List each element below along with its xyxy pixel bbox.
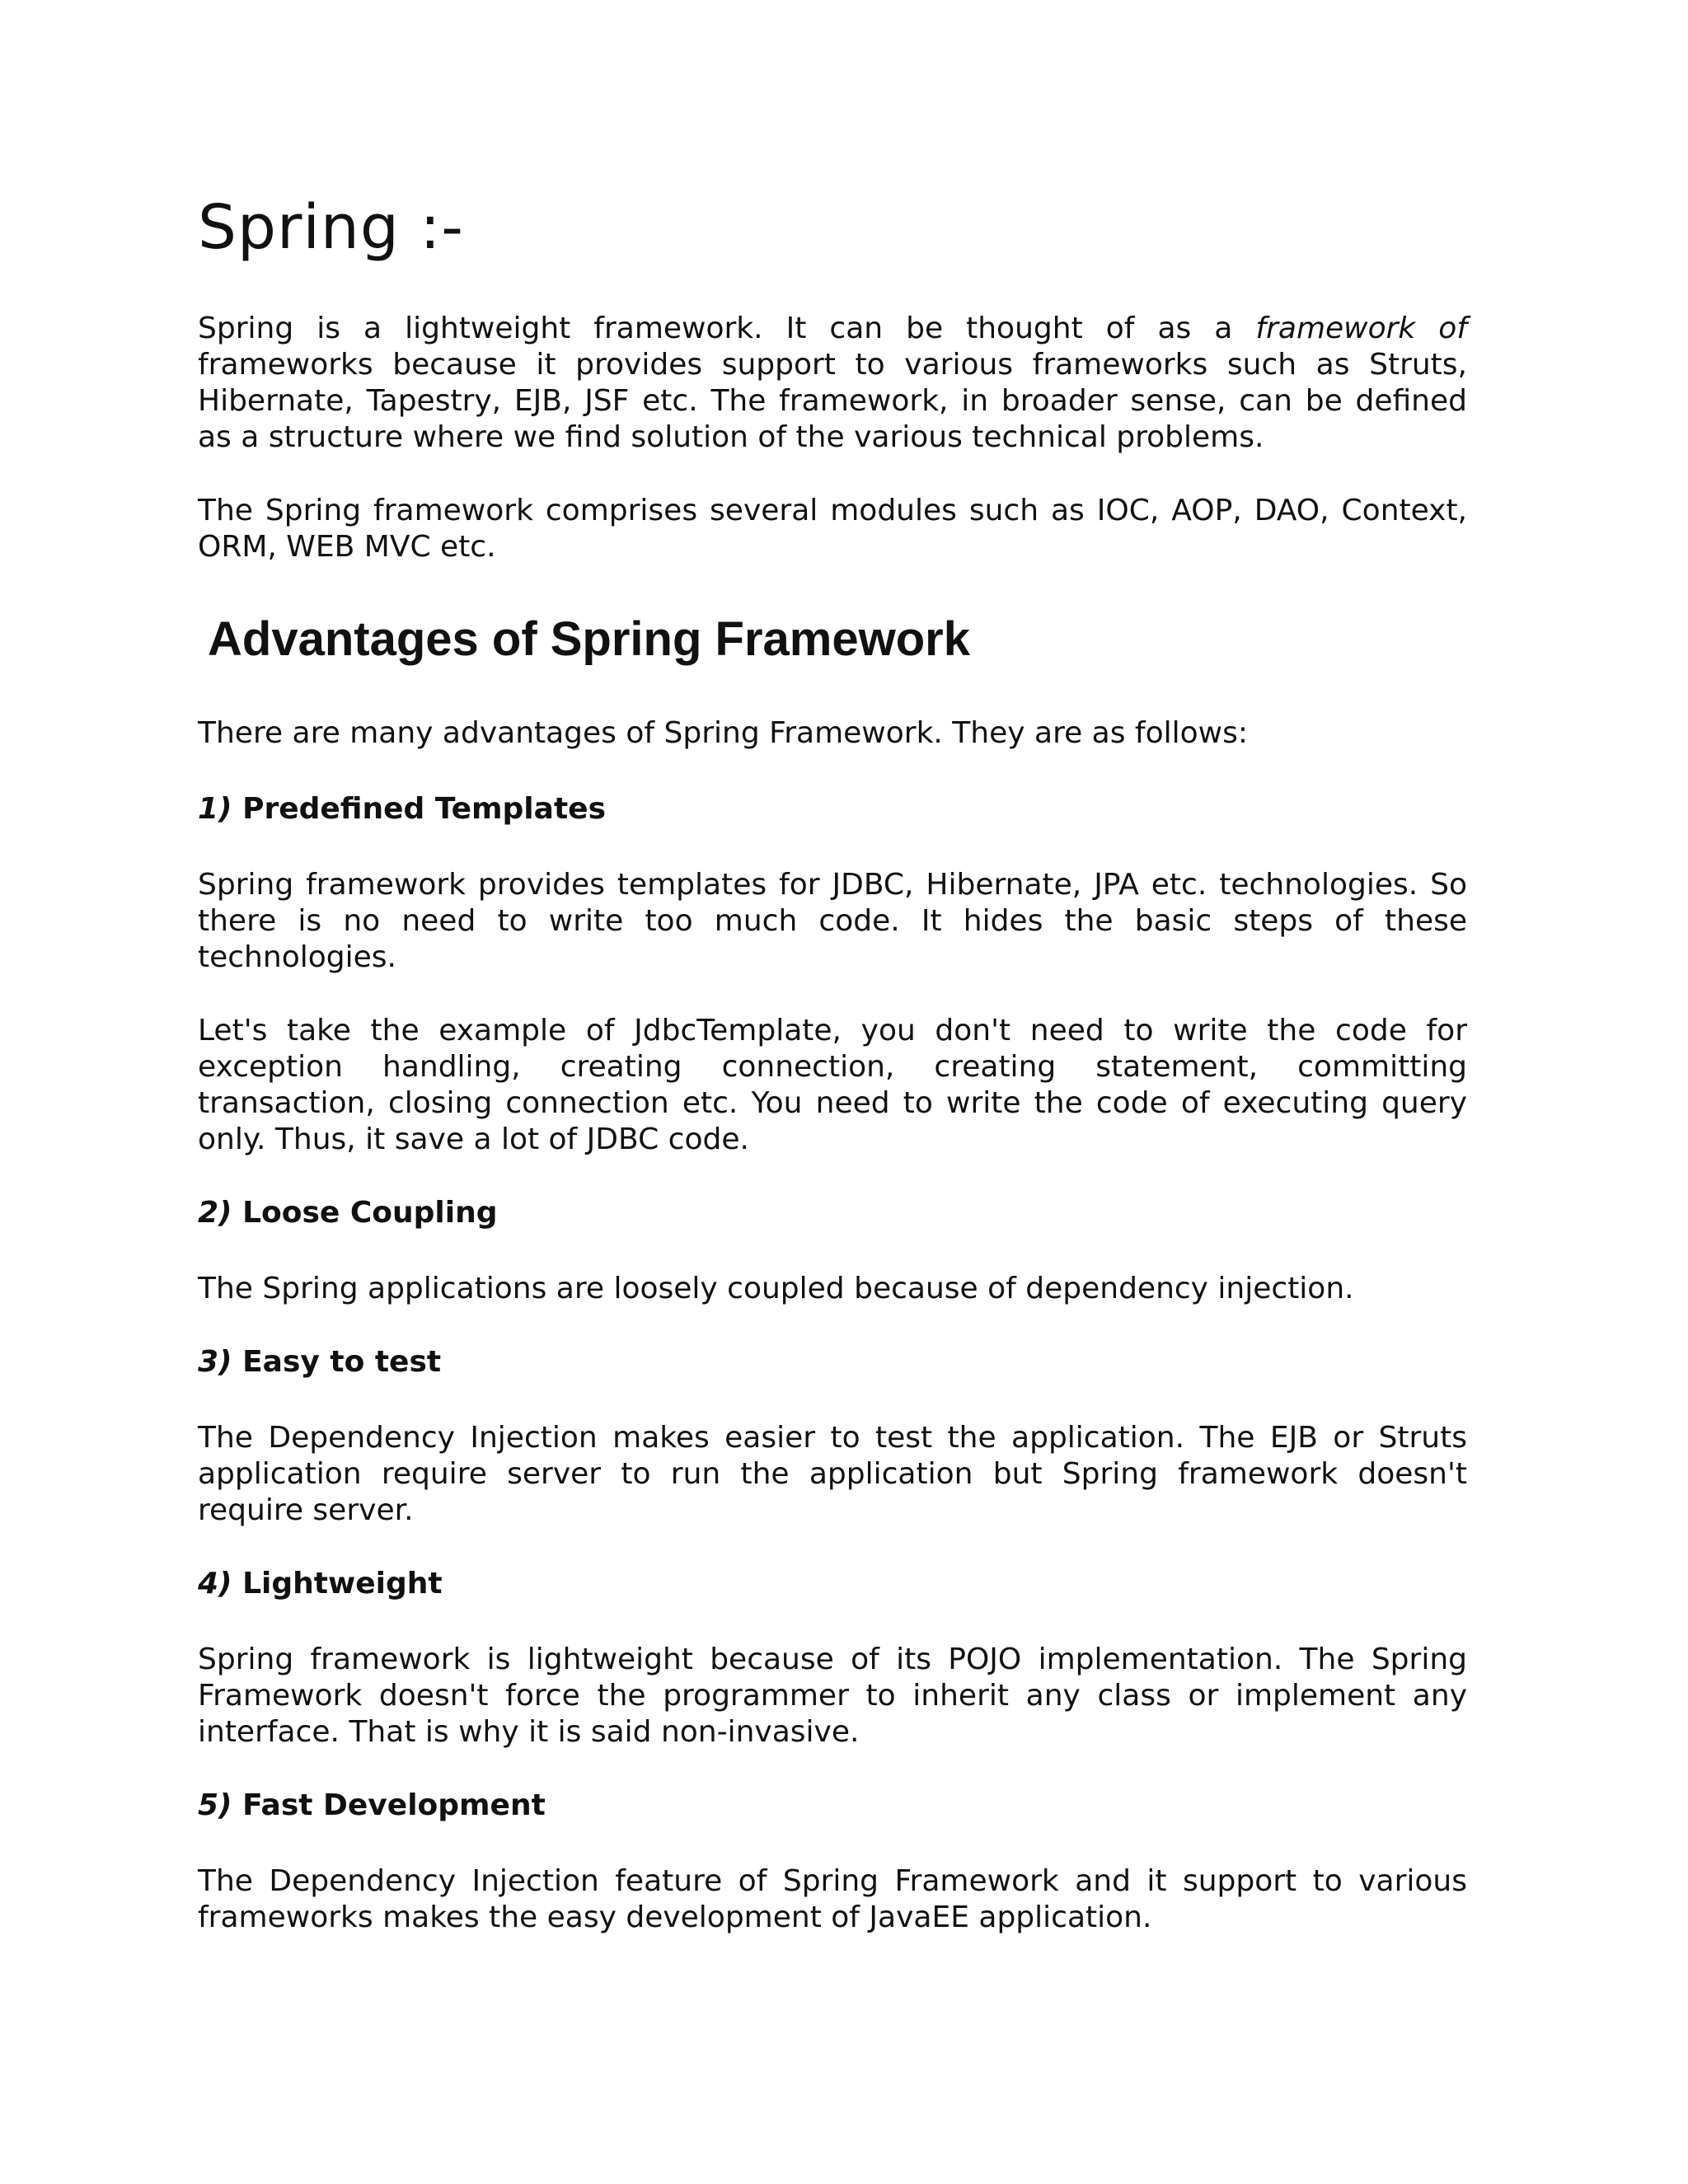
document-content bbox=[198, 194, 1467, 1973]
advantage-title-1 bbox=[198, 791, 1467, 827]
advantage-number: 3) bbox=[198, 1345, 232, 1380]
advantage-title-text: Loose Coupling bbox=[242, 1196, 498, 1230]
advantage-number: 2) bbox=[198, 1196, 232, 1230]
advantage-title-2 bbox=[198, 1195, 1467, 1231]
advantage-number: 5) bbox=[198, 1788, 232, 1823]
intro-text-end: frameworks because it provides support to various frameworks such as Struts, Hibernate, Tapestry, EJB, JSF etc. The framework, in broader sense, can be defined as a structure where we find solution of the various technical problems. bbox=[198, 348, 1467, 455]
intro-text-start: Spring is a lightweight framework. It can be thought of as a bbox=[198, 312, 1256, 346]
advantage-2-paragraph-1: The Spring applications are loosely coupled because of dependency injection. bbox=[198, 1272, 1354, 1306]
advantage-number: 4) bbox=[198, 1567, 232, 1601]
advantage-title-3 bbox=[198, 1344, 1467, 1380]
advantages-lead: There are many advantages of Spring Framework. They are as follows: bbox=[198, 716, 1248, 751]
advantage-title-text: Predefined Templates bbox=[242, 792, 606, 827]
advantage-1-paragraph-1: Spring framework provides templates for JDBC, Hibernate, JPA etc. technologies. So there is no need to write too much code. It hides the basic steps of these technologies. bbox=[198, 868, 1467, 975]
intro-emphasis: framework of bbox=[1255, 312, 1468, 346]
advantage-title-5 bbox=[198, 1788, 1467, 1824]
page-title: Spring :- bbox=[198, 192, 464, 263]
advantage-number: 1) bbox=[198, 792, 232, 827]
intro-paragraph-1 bbox=[198, 311, 1467, 456]
advantage-title-4 bbox=[198, 1566, 1467, 1602]
advantage-3-paragraph-1: The Dependency Injection makes easier to test the application. The EJB or Struts application require server to run the application but Spring framework doesn't require server. bbox=[198, 1421, 1467, 1528]
advantages-heading: Advantages of Spring Framework bbox=[208, 612, 970, 667]
advantage-5-paragraph-1: The Dependency Injection feature of Spring Framework and it support to various frameworks makes the easy development of JavaEE application. bbox=[198, 1864, 1467, 1935]
advantage-title-text: Easy to test bbox=[242, 1345, 442, 1380]
advantage-title-text: Fast Development bbox=[242, 1788, 546, 1823]
intro-paragraph-2: The Spring framework comprises several modules such as IOC, AOP, DAO, Context, ORM, WEB MVC etc. bbox=[198, 494, 1467, 565]
advantage-1-paragraph-2: Let's take the example of JdbcTemplate, you don't need to write the code for exception handling, creating connection, creating statement, committing transaction, closing connection etc. You need to write the code of executing query only. Thus, it save a lot of JDBC code. bbox=[198, 1014, 1467, 1157]
advantage-4-paragraph-1: Spring framework is lightweight because of its POJO implementation. The Spring Framework doesn't force the programmer to inherit any class or implement any interface. That is why it is said non-invasive. bbox=[198, 1643, 1467, 1750]
advantage-title-text: Lightweight bbox=[242, 1567, 443, 1601]
